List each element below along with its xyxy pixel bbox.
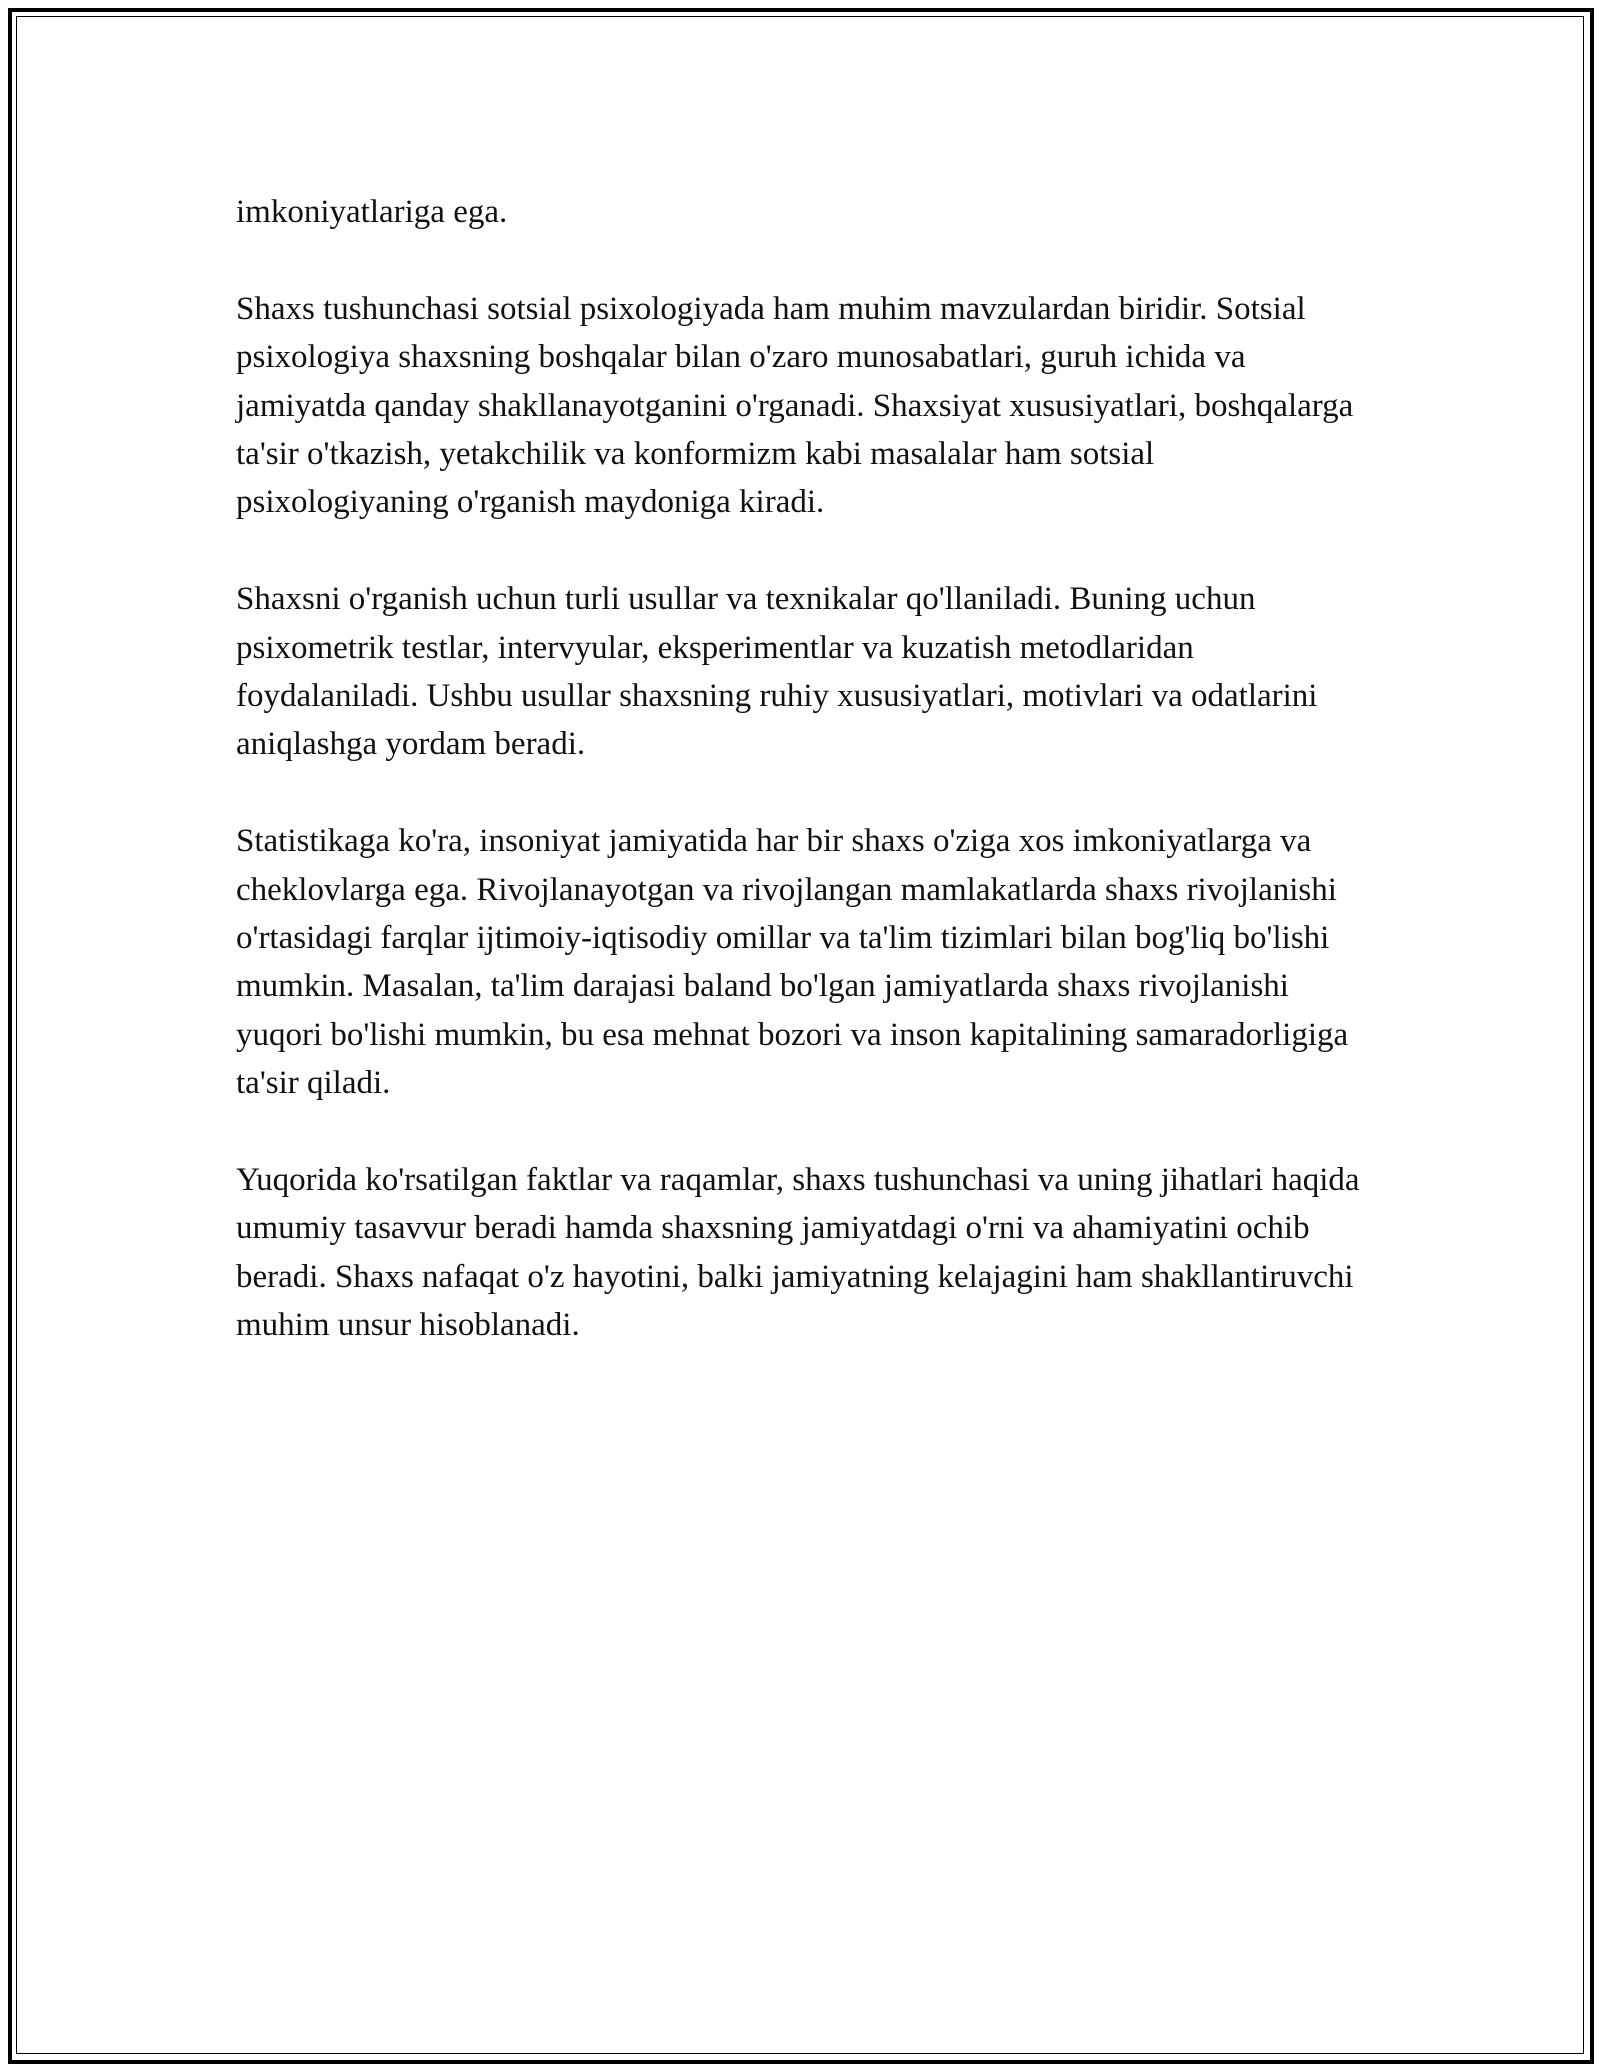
paragraph-1: imkoniyatlariga ega. [236, 194, 508, 230]
paragraph-2: Shaxs tushunchasi sotsial psixologiyada ham muhim mavzulardan biridir. Sotsial psixologiya shaxsning boshqalar bilan o'zaro munosabatlari, guruh ichida va jamiyatda qanday shakllanayotganini o'rganadi. Shaxsiyat xususiyatlari, boshqalarga ta'sir o'tkazish, yetakchilik va konformizm kabi masalalar ham sotsial psixologiyaning o'rganish maydoniga kiradi. [236, 290, 1354, 521]
paragraph-4: Statistikaga ko'ra, insoniyat jamiyatida har bir shaxs o'ziga xos imkoniyatlarga va cheklovlarga ega. Rivojlanayotgan va rivojlangan mamlakatlarda shaxs rivojlanishi o'rtasidagi farqlar ijtimoiy-iqtisodiy omillar va ta'lim tizimlari bilan bog'liq bo'lishi mumkin. Masalan, ta'lim darajasi baland bo'lgan jamiyatlarda shaxs rivojlanishi yuqori bo'lishi mumkin, bu esa mehnat bozori va inson kapitalining samaradorligiga ta'sir qiladi. [236, 823, 1349, 1102]
paragraph-3: Shaxsni o'rganish uchun turli usullar va texnikalar qo'llaniladi. Buning uchun psixometrik testlar, intervyular, eksperimentlar va kuzatish metodlaridan foydalaniladi. Ushbu usullar shaxsning ruhiy xususiyatlari, motivlari va odatlarini aniqlashga yordam beradi. [236, 581, 1318, 763]
document-body [236, 188, 1366, 1398]
paragraph-5: Yuqorida ko'rsatilgan faktlar va raqamlar, shaxs tushunchasi va uning jihatlari haqida umumiy tasavvur beradi hamda shaxsning jamiyatdagi o'rni va ahamiyatini ochib beradi. Shaxs nafaqat o'z hayotini, balki jamiyatning kelajagini ham shakllantiruvchi muhim unsur hisoblanadi. [236, 1162, 1360, 1344]
